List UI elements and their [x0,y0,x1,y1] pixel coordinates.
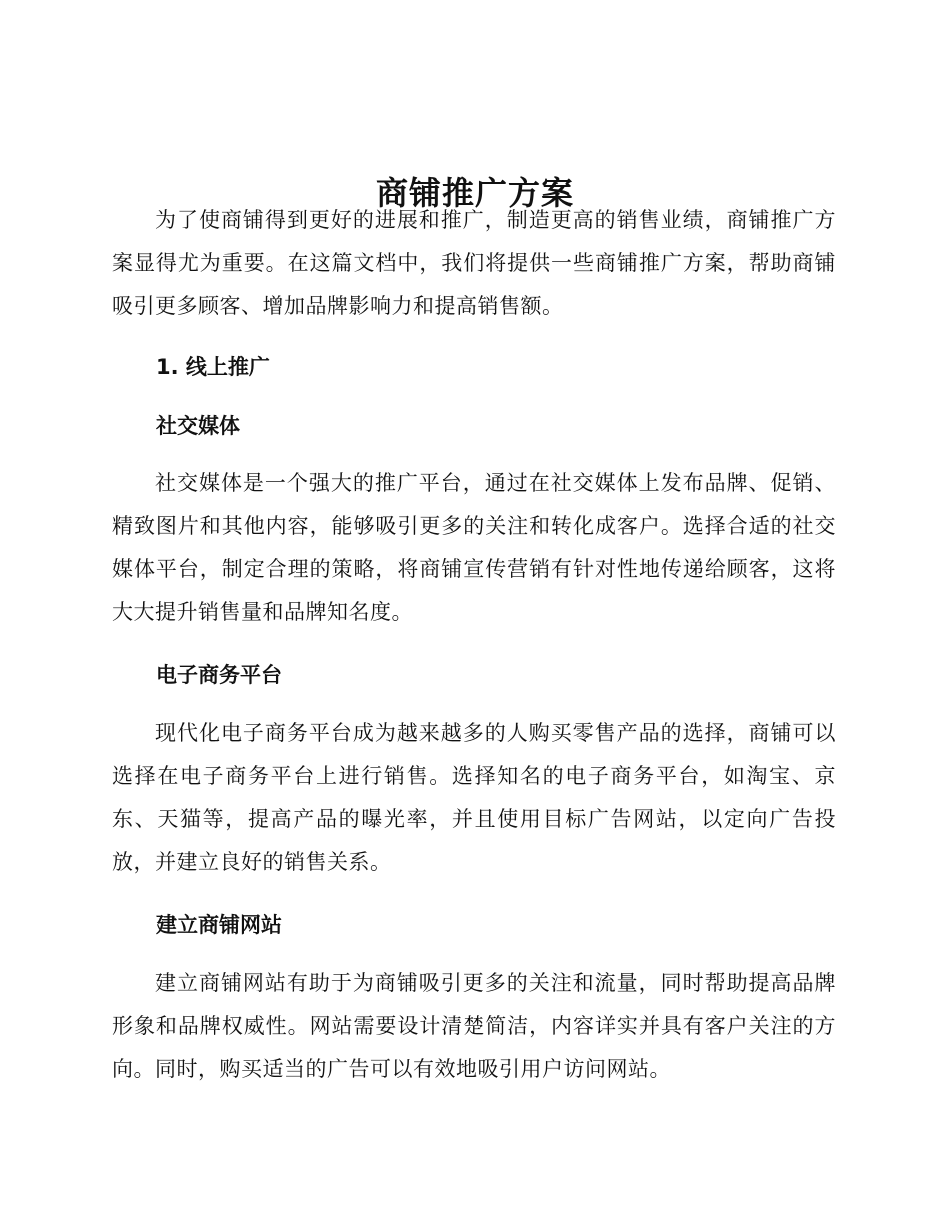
social-media-paragraph: 社交媒体是一个强大的推广平台，通过在社交媒体上发布品牌、促销、精致图片和其他内容，能够吸引更多的关注和转化成客户。选择合适的社交媒体平台，制定合理的策略，将商铺宣传营销有针对性地传递给顾客，这将大大提升销售量和品牌知名度。 [112,471,836,624]
subsection-heading-social-media: 社交媒体 [156,414,240,438]
store-website-paragraph: 建立商铺网站有助于为商铺吸引更多的关注和流量，同时帮助提高品牌形象和品牌权威性。网站需要设计清楚简洁，内容详实并具有客户关注的方向。同时，购买适当的广告可以有效地吸引用户访问网站。 [112,971,836,1081]
subsection-heading-ecommerce-platform: 电子商务平台 [156,663,282,687]
ecommerce-platform-paragraph: 现代化电子商务平台成为越来越多的人购买零售产品的选择，商铺可以选择在电子商务平台上进行销售。选择知名的电子商务平台，如淘宝、京东、天猫等，提高产品的曝光率，并且使用目标广告网站，以定向广告投放，并建立良好的销售关系。 [112,721,836,874]
subsection-heading-store-website: 建立商铺网站 [156,913,282,937]
section-heading-online-promotion: 1. 线上推广 [156,355,270,379]
intro-paragraph: 为了使商铺得到更好的进展和推广，制造更高的销售业绩，商铺推广方案显得尤为重要。在这篇文档中，我们将提供一些商铺推广方案，帮助商铺吸引更多顾客、增加品牌影响力和提高销售额。 [112,208,836,318]
document-title: 商铺推广方案 [375,174,574,213]
